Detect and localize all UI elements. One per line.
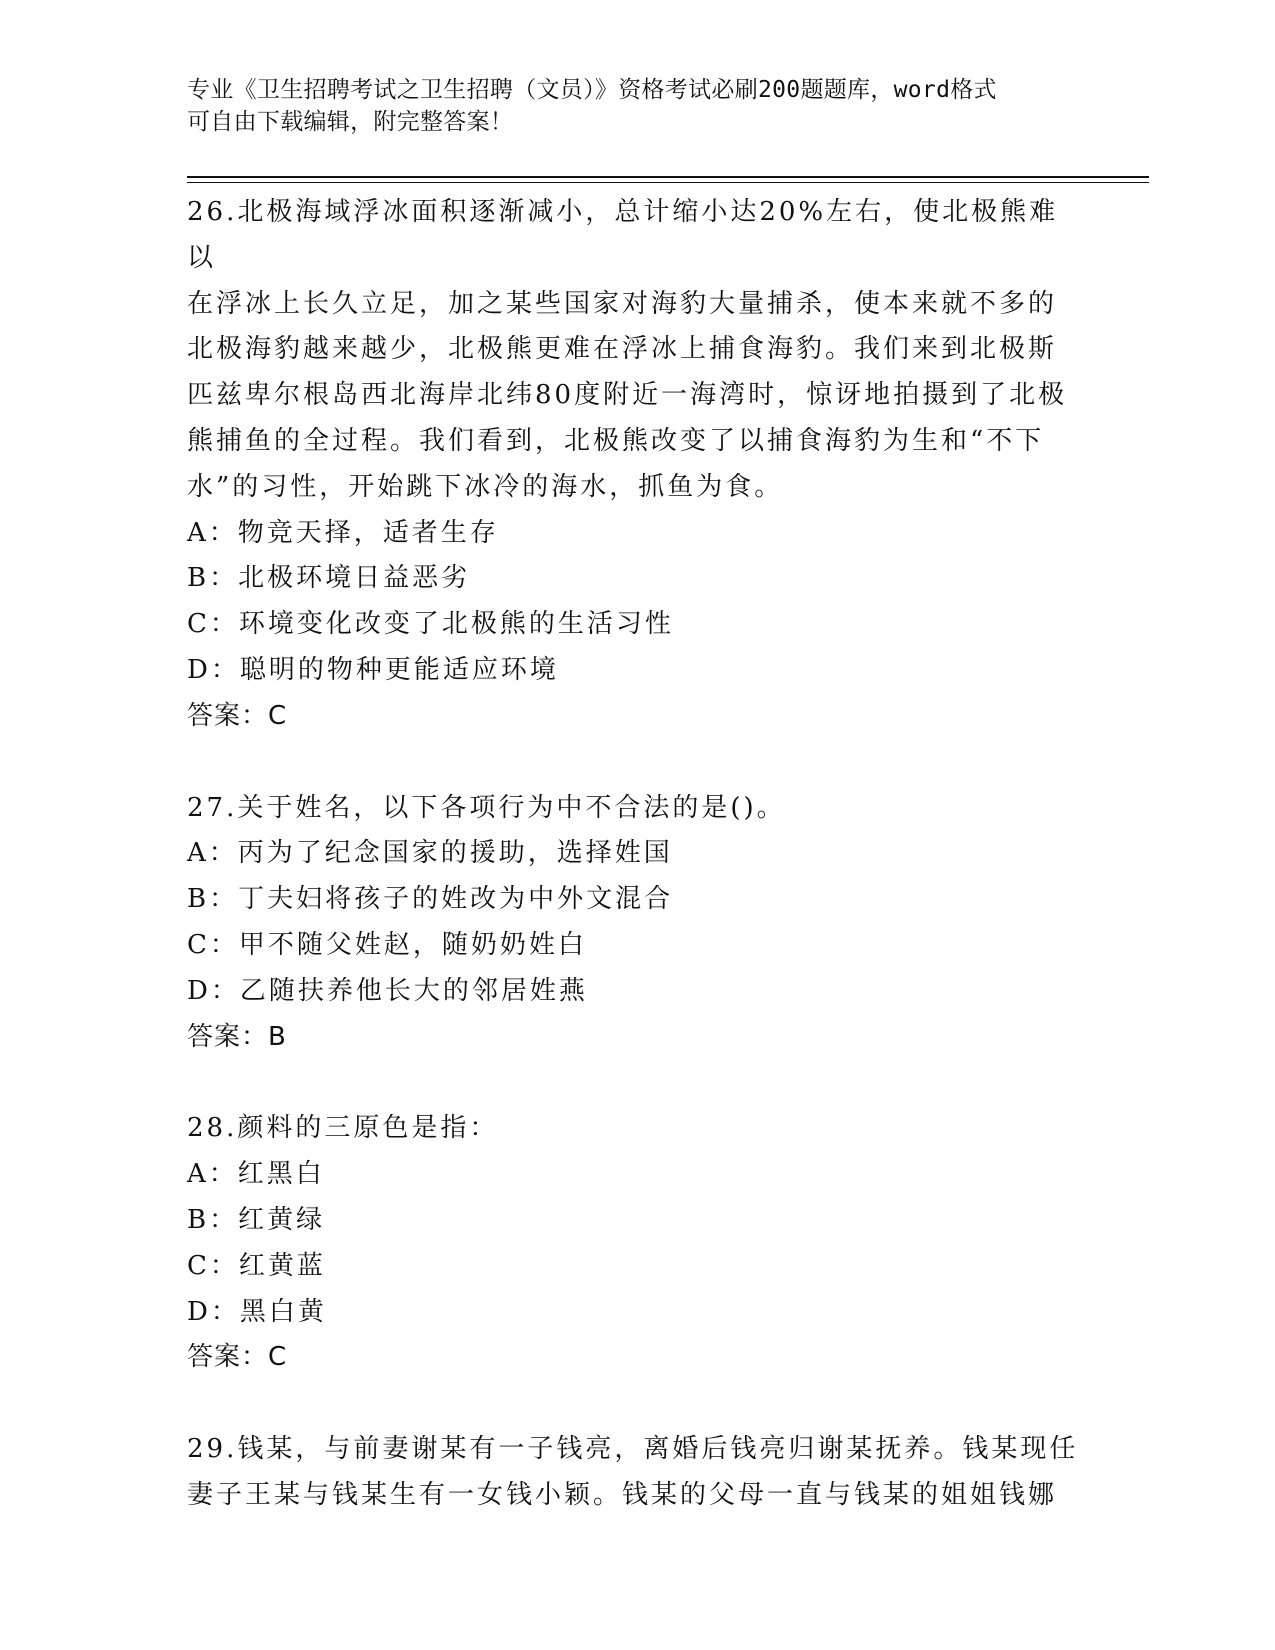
stem-line: 28.颜料的三原色是指： bbox=[187, 1113, 499, 1144]
stem-line: 在浮冰上长久立足，加之某些国家对海豹大量捕杀，使本来就不多的 bbox=[187, 288, 1058, 319]
question-26 bbox=[187, 190, 1087, 740]
option-a: A：红黑白 bbox=[187, 1159, 325, 1190]
stem-line: 熊捕鱼的全过程。我们看到，北极熊改变了以捕食海豹为生和“不下 bbox=[187, 425, 1045, 456]
document-header bbox=[187, 74, 1087, 138]
option-d: D：黑白黄 bbox=[187, 1296, 327, 1327]
question-list bbox=[187, 190, 1087, 1565]
option-b: B：丁夫妇将孩子的姓改为中外文混合 bbox=[187, 884, 674, 915]
option-a: A：物竞天择，适者生存 bbox=[187, 517, 499, 548]
header-divider-thin bbox=[187, 182, 1149, 183]
header-divider-thick bbox=[187, 176, 1149, 178]
option-b: B：红黄绿 bbox=[187, 1204, 326, 1235]
question-stem bbox=[187, 190, 1087, 511]
option-c: C：甲不随父姓赵，随奶奶姓白 bbox=[187, 929, 587, 960]
question-stem bbox=[187, 1106, 1087, 1152]
question-stem bbox=[187, 786, 1087, 832]
answer: 答案：C bbox=[187, 1342, 288, 1373]
stem-line: 26.北极海域浮冰面积逐渐减小，总计缩小达20%左右，使北极熊难以 bbox=[187, 197, 1059, 273]
option-d: D：聪明的物种更能适应环境 bbox=[187, 654, 559, 685]
answer: 答案：B bbox=[187, 1021, 287, 1052]
question-stem bbox=[187, 1427, 1087, 1519]
option-b: B：北极环境日益恶劣 bbox=[187, 563, 471, 594]
stem-line: 北极海豹越来越少，北极熊更难在浮冰上捕食海豹。我们来到北极斯 bbox=[187, 334, 1058, 365]
stem-line: 水”的习性，开始跳下冰冷的海水，抓鱼为食。 bbox=[187, 471, 784, 502]
option-d: D：乙随扶养他长大的邻居姓燕 bbox=[187, 975, 588, 1006]
header-line-2: 可自由下载编辑，附完整答案！ bbox=[187, 109, 514, 135]
stem-line: 27.关于姓名，以下各项行为中不合法的是()。 bbox=[187, 792, 786, 823]
option-c: C：环境变化改变了北极熊的生活习性 bbox=[187, 609, 674, 640]
stem-line: 匹兹卑尔根岛西北海岸北纬80度附近一海湾时，惊讶地拍摄到了北极 bbox=[187, 380, 1068, 411]
stem-line: 29.钱某，与前妻谢某有一子钱亮，离婚后钱亮归谢某抚养。钱某现任 bbox=[187, 1434, 1079, 1465]
question-27 bbox=[187, 786, 1087, 1061]
answer: 答案：C bbox=[187, 700, 288, 731]
header-line-1: 专业《卫生招聘考试之卫生招聘（文员）》资格考试必刷200题题库，word格式 bbox=[187, 77, 997, 103]
option-a: A：丙为了纪念国家的援助，选择姓国 bbox=[187, 838, 673, 869]
option-c: C：红黄蓝 bbox=[187, 1250, 326, 1281]
question-29 bbox=[187, 1427, 1087, 1519]
stem-line: 妻子王某与钱某生有一女钱小颖。钱某的父母一直与钱某的姐姐钱娜 bbox=[187, 1479, 1058, 1510]
question-28 bbox=[187, 1106, 1087, 1381]
